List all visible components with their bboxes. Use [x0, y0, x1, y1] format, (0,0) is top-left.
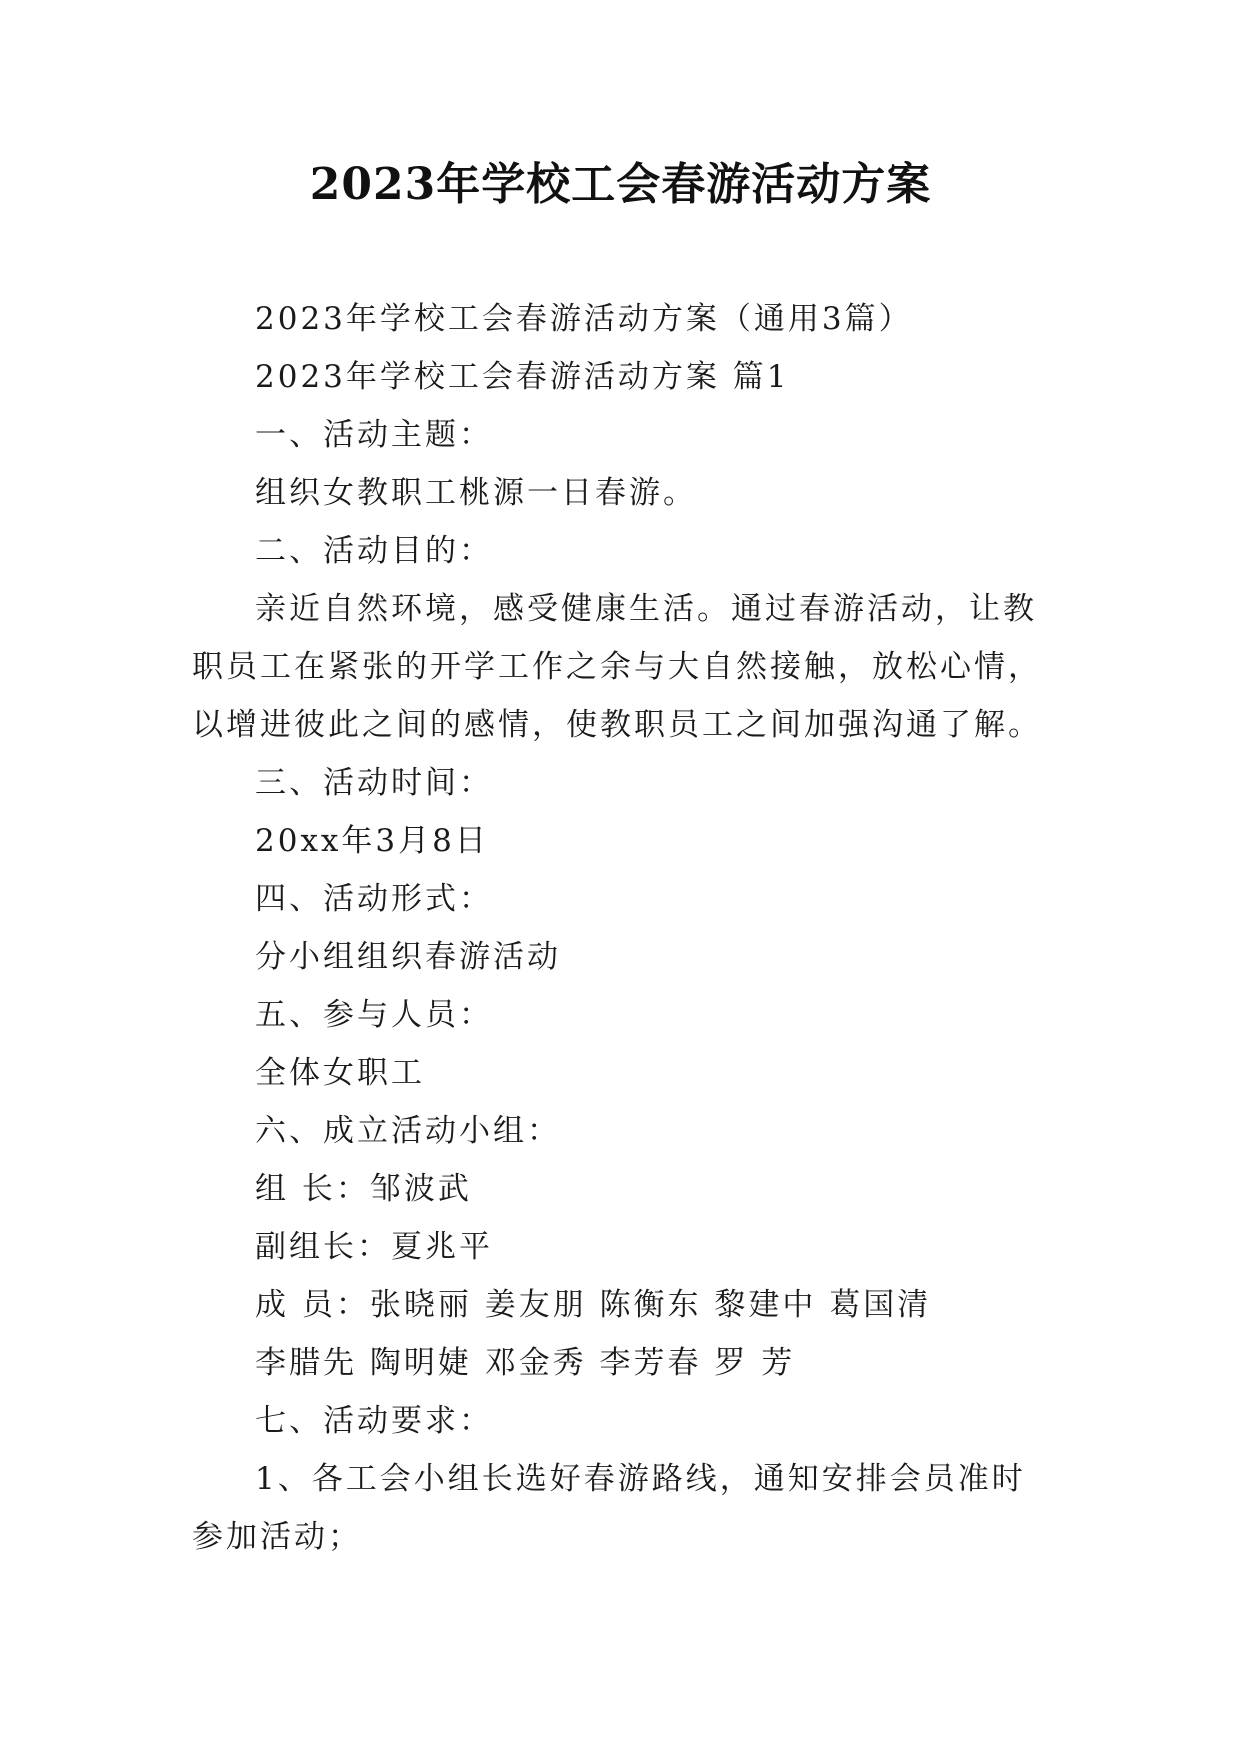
paragraph-heading-purpose: 二、活动目的：: [255, 533, 493, 569]
paragraph-time: 20xx年3月8日: [255, 823, 489, 859]
paragraph-heading-group: 六、成立活动小组：: [255, 1113, 561, 1149]
paragraph-group-leader: 组 长：邹波武: [255, 1171, 472, 1207]
paragraph-heading-form: 四、活动形式：: [255, 881, 493, 917]
paragraph-heading-time: 三、活动时间：: [255, 765, 493, 801]
paragraph-purpose: 亲近自然环境，感受健康生活。通过春游活动，让教职员工在紧张的开学工作之余与大自然接触，放松心情，以增进彼此之间的感情，使教职员工之间加强沟通了解。: [192, 591, 1042, 743]
paragraph-heading-participants: 五、参与人员：: [255, 997, 493, 1033]
paragraph-theme: 组织女教职工桃源一日春游。: [255, 475, 697, 511]
paragraph-group-deputy: 副组长：夏兆平: [255, 1229, 493, 1265]
paragraph-group-members: 成 员：张晓丽 姜友朋 陈衡东 黎建中 葛国清: [255, 1287, 932, 1323]
paragraph-heading-requirements: 七、活动要求：: [255, 1403, 493, 1439]
paragraph-requirement-1: 1、各工会小组长选好春游路线，通知安排会员准时参加活动；: [192, 1461, 1026, 1555]
document-body: [192, 290, 1052, 1566]
paragraph-group-members-cont: 李腊先 陶明婕 邓金秀 李芳春 罗 芳: [255, 1345, 796, 1381]
paragraph-heading-theme: 一、活动主题：: [255, 417, 493, 453]
paragraph-participants: 全体女职工: [255, 1055, 425, 1091]
document-title: 2023年学校工会春游活动方案: [309, 159, 932, 210]
paragraph-section-heading: 2023年学校工会春游活动方案 篇1: [255, 359, 790, 395]
paragraph-form: 分小组组织春游活动: [255, 939, 561, 975]
paragraph-subtitle: 2023年学校工会春游活动方案（通用3篇）: [255, 301, 913, 337]
